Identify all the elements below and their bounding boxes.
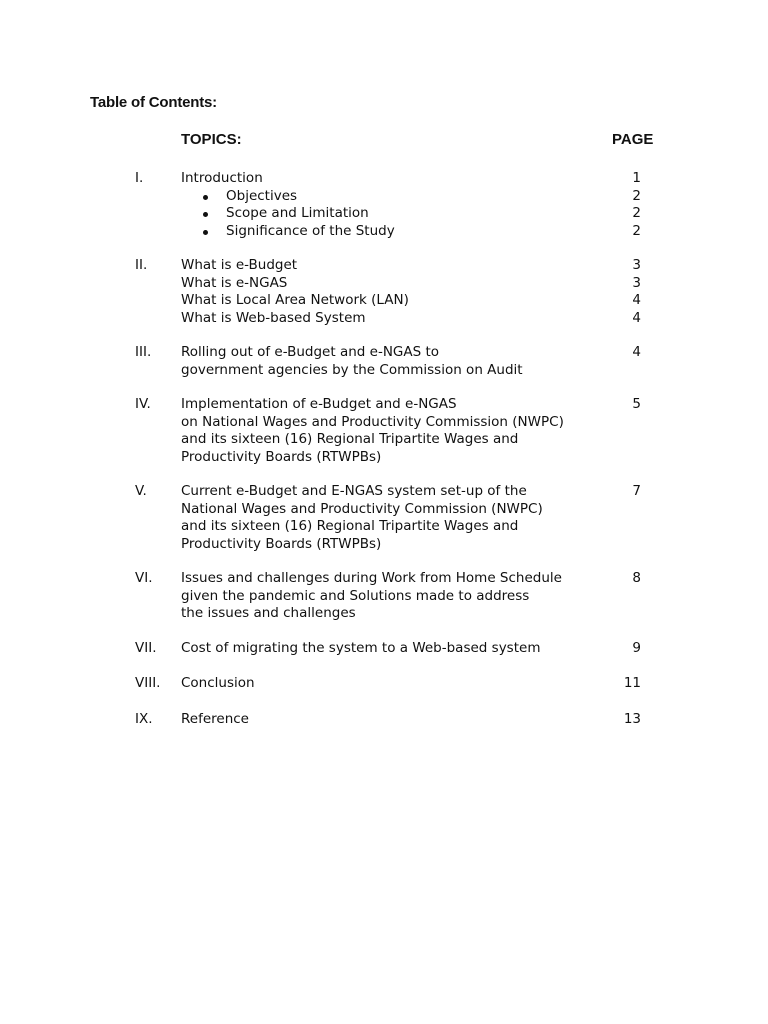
page-number: 2 [632,187,641,204]
section-title [181,483,543,553]
section-title-line: Introduction [181,170,263,186]
section-number: VIII. [135,675,161,691]
section-number: VII. [135,640,157,656]
section-title [181,170,263,188]
section-title [181,640,540,658]
section-number: VI. [135,570,153,586]
section-title-line: Cost of migrating the system to a Web-based system [181,640,541,656]
subtopic-row [0,275,768,293]
section-title [181,570,562,623]
section-title-line: government agencies by the Commission on Audit [181,361,523,378]
section-title [181,396,564,466]
section-number: IX. [135,711,153,727]
page-number: 2 [632,205,641,221]
subtopic-title: What is Web-based System [181,309,366,326]
subtopic-row [0,292,768,310]
page-number: 4 [632,344,641,360]
subtopic-row [0,310,768,328]
section-title-line: on National Wages and Productivity Commission (NWPC) [181,413,564,430]
subtopic-title: What is Local Area Network (LAN) [181,292,409,308]
section-title-line: Rolling out of e-Budget and e-NGAS to [181,344,440,360]
section-number: I. [135,170,144,186]
section-title-line: Issues and challenges during Work from Home Schedule [181,570,562,586]
bullet-icon [203,212,208,217]
page-number: 4 [632,309,641,326]
page-header: PAGE [612,131,654,148]
subtopic-bullet [0,205,768,223]
toc-title: Table of Contents: [90,94,217,111]
section-title-line: Productivity Boards (RTWPBs) [181,535,382,552]
section-number: III. [135,344,152,360]
subtopic-bullet [0,223,768,241]
page-number: 3 [632,274,641,291]
section-title-line: Productivity Boards (RTWPBs) [181,448,382,465]
page-number: 11 [623,675,641,691]
section-number: IV. [135,396,151,412]
section-title-line: Conclusion [181,675,255,691]
section-title-line: National Wages and Productivity Commission (NWPC) [181,500,543,517]
topics-header: TOPICS: [181,131,242,148]
subtopic-title: Significance of the Study [226,222,395,239]
section-title-line: and its sixteen (16) Regional Tripartite Wages and [181,518,519,534]
bullet-icon [203,195,208,200]
subtopic-title: Objectives [226,187,298,204]
page-number: 3 [632,257,641,273]
page-number: 8 [632,570,641,586]
section-title [181,711,249,729]
section-number: II. [135,257,148,273]
section-title [181,257,297,275]
section-number: V. [135,483,147,499]
page-number: 13 [623,711,641,727]
bullet-icon [203,230,208,235]
section-title-line: given the pandemic and Solutions made to address [181,587,530,604]
subtopic-title: Scope and Limitation [226,205,369,221]
subtopic-title: What is e-NGAS [181,274,288,291]
page-number: 9 [632,640,641,656]
section-title-line: Current e-Budget and E-NGAS system set-up of the [181,483,527,499]
section-title-line: Reference [181,711,249,727]
page-number: 1 [632,170,641,186]
page-number: 2 [632,222,641,239]
page-number: 7 [632,483,641,499]
page-number: 5 [632,396,641,412]
section-title-line: and its sixteen (16) Regional Tripartite Wages and [181,431,519,447]
section-title-line: What is e-Budget [181,257,298,273]
section-title [181,675,255,693]
section-title-line: Implementation of e-Budget and e-NGAS [181,396,457,412]
section-title [181,344,523,379]
section-title-line: the issues and challenges [181,605,356,621]
page-number: 4 [632,292,641,308]
subtopic-bullet [0,188,768,206]
